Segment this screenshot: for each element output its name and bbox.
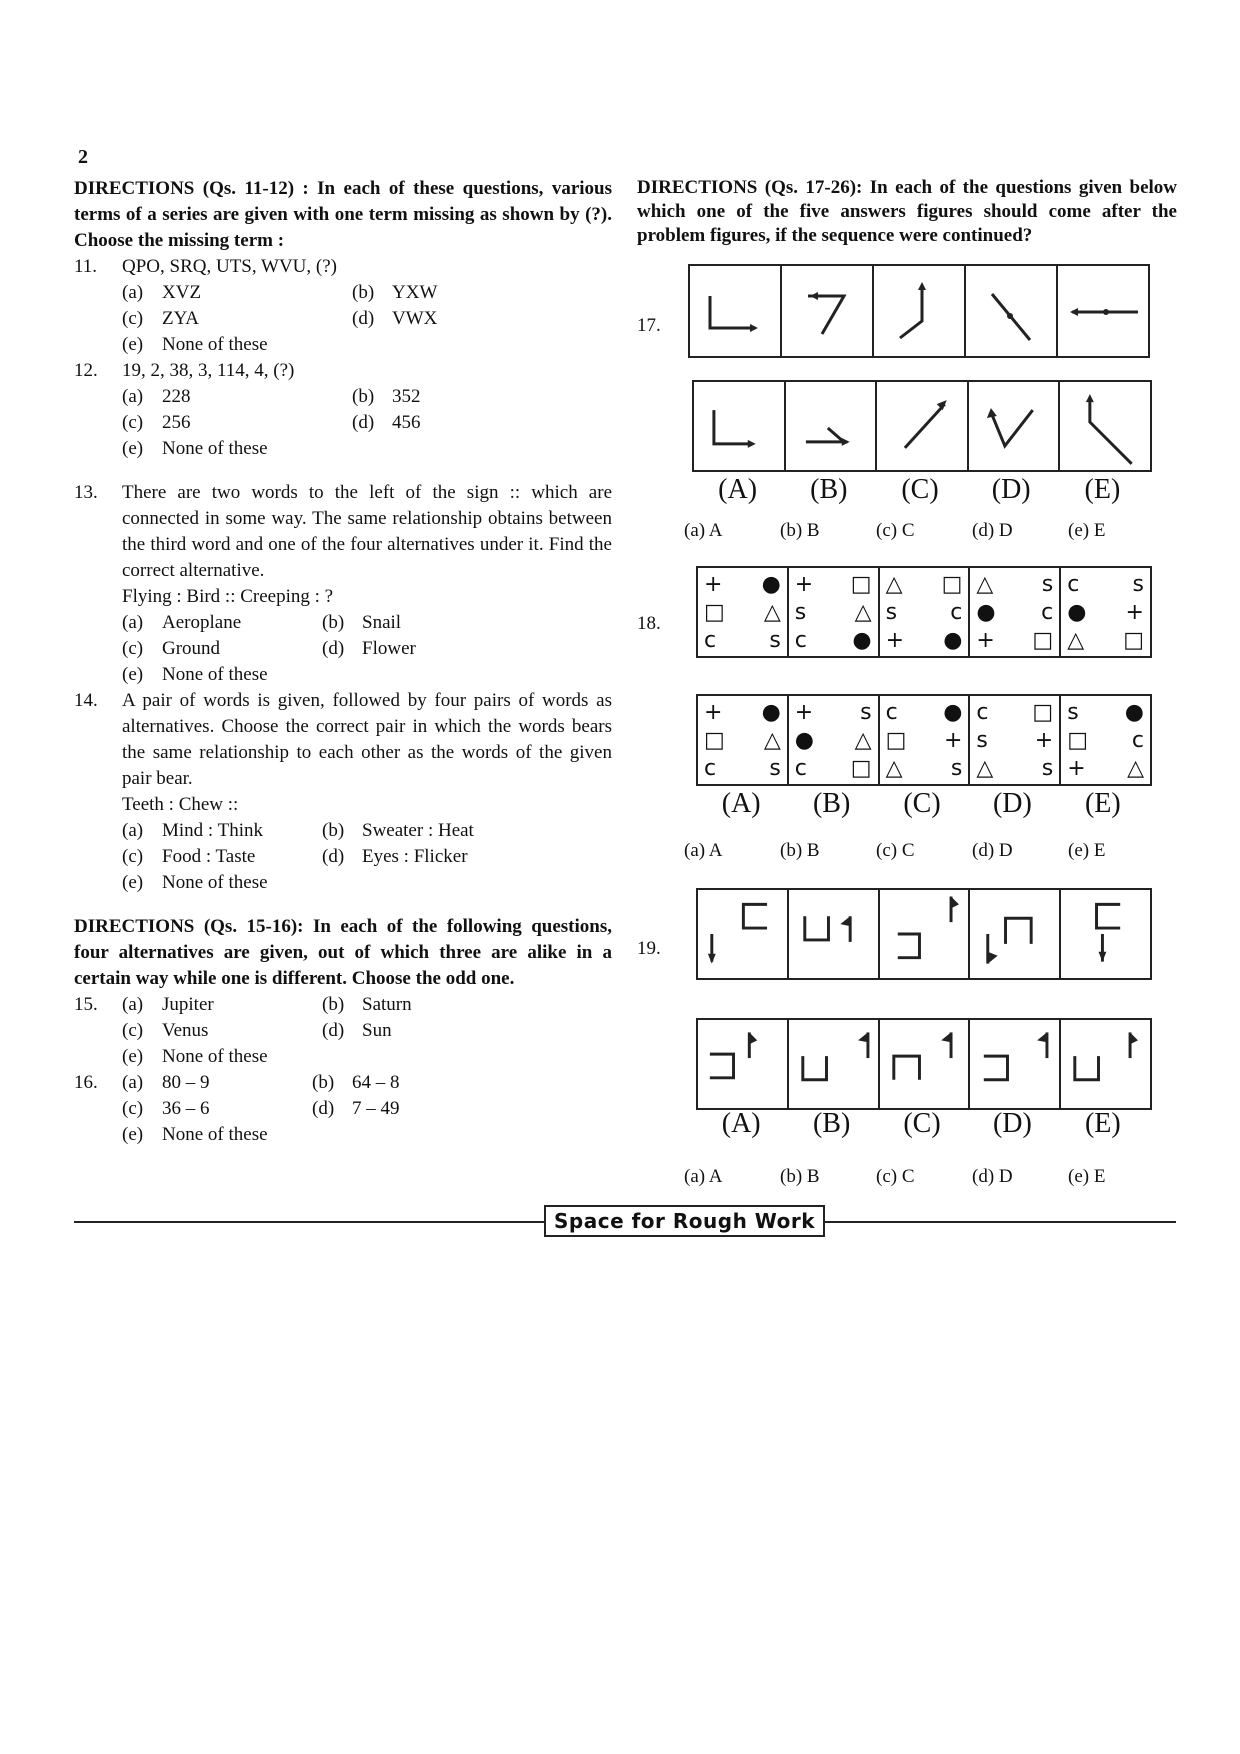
figure-letter-b: (B) (812, 788, 851, 819)
figure-letter-c: (C) (901, 474, 939, 505)
option-e[interactable]: (e) None of these (122, 872, 268, 893)
answer-option-c[interactable]: (c) C (876, 1166, 915, 1187)
figure-letter-b: (B) (812, 1108, 851, 1139)
figure-letter-e: (E) (1084, 788, 1121, 819)
answer-option-b[interactable]: (b) B (780, 520, 820, 541)
question-15 (74, 992, 612, 1070)
answer-option-b[interactable]: (b) B (780, 1166, 820, 1187)
question-number: 11. (74, 256, 98, 277)
figure-letter-a: (A) (721, 788, 761, 819)
q18-answer-c[interactable]: c ● □ + △ s (880, 696, 971, 784)
question-18-number: 18. (637, 613, 661, 634)
question-13-sub: Flying : Bird :: Creeping : ? (122, 586, 334, 607)
q19-answer-d[interactable] (970, 1020, 1061, 1108)
options-14 (74, 818, 612, 896)
figure-letter-a: (A) (718, 474, 758, 505)
answer-option-a[interactable]: (a) A (684, 1166, 723, 1187)
q19-answer-a[interactable] (698, 1020, 789, 1108)
q19-problem-4 (970, 890, 1061, 978)
figure-letter-b: (B) (810, 474, 848, 505)
answer-option-e[interactable]: (e) E (1068, 840, 1106, 861)
question-text: 19, 2, 38, 3, 114, 4, (?) (122, 360, 295, 381)
answer-option-d[interactable]: (d) D (972, 840, 1013, 861)
option-d[interactable]: (d) Flower (322, 638, 416, 659)
q17-answer-b[interactable] (786, 382, 878, 470)
question-14 (74, 688, 612, 792)
q19-problem-5 (1061, 890, 1150, 978)
q18-problem-2: + □ s △ c ● (789, 568, 880, 656)
q19-answer-e[interactable] (1061, 1020, 1150, 1108)
q19-problem-1 (698, 890, 789, 978)
figure-letter-a: (A) (721, 1108, 761, 1139)
q17-answer-d[interactable] (969, 382, 1061, 470)
q17-answer-e[interactable] (1060, 382, 1150, 470)
question-17-number: 17. (637, 315, 661, 336)
q17-answer-figures (692, 380, 1152, 472)
option-d[interactable]: (d) Sun (322, 1020, 392, 1041)
rough-work-divider (74, 1205, 1176, 1239)
question-number: 13. (74, 482, 98, 503)
q18-problem-4: △ s ● c + □ (970, 568, 1061, 656)
q19-answer-b[interactable] (789, 1020, 880, 1108)
question-text: There are two words to the left of the sign :: which are connected in some way. The same relationship obtains between the third word and one of the four alternatives under it. Find the correct alternative. (122, 482, 612, 581)
figure-letter-d: (D) (992, 788, 1032, 819)
question-number: 12. (74, 360, 98, 381)
q17-problem-3 (874, 266, 966, 356)
option-b[interactable]: (b) Sweater : Heat (322, 820, 474, 841)
option-e[interactable]: (e) None of these (122, 1124, 268, 1145)
question-14-sub: Teeth : Chew :: (122, 794, 239, 815)
q17-answer-a[interactable] (694, 382, 786, 470)
q18-answer-b[interactable]: + s ● △ c □ (789, 696, 880, 784)
question-text: A pair of words is given, followed by four pairs of words as alternatives. Choose the correct pair in which the words bears the same relationship to each other as the words of the given pair bear. (122, 690, 612, 789)
option-d[interactable]: (d) Eyes : Flicker (322, 846, 468, 867)
q18-problem-1: + ● □ △ c s (698, 568, 789, 656)
question-19-number: 19. (637, 938, 661, 959)
figure-letter-e: (E) (1084, 474, 1121, 505)
option-d[interactable]: (d) 7 – 49 (312, 1098, 400, 1119)
answer-option-e[interactable]: (e) E (1068, 520, 1106, 541)
directions-15-16: DIRECTIONS (Qs. 15-16): In each of the following questions, four alternatives are given, out of which three are alike in a certain way while one is different. Choose the odd one. (74, 916, 612, 989)
figure-letter-e: (E) (1084, 1108, 1121, 1139)
question-13 (74, 480, 612, 584)
question-16 (74, 1070, 612, 1148)
option-e[interactable]: (e) None of these (122, 664, 268, 685)
q17-problem-1 (690, 266, 782, 356)
answer-option-d[interactable]: (d) D (972, 520, 1013, 541)
answer-option-b[interactable]: (b) B (780, 840, 820, 861)
question-number: 15. (74, 994, 98, 1015)
option-a[interactable]: (a) 228 (122, 386, 191, 407)
q19-answer-figures (696, 1018, 1152, 1110)
option-c[interactable]: (c) ZYA (122, 308, 199, 329)
answer-option-c[interactable]: (c) C (876, 840, 915, 861)
directions-11-12: DIRECTIONS (Qs. 11-12) : In each of these questions, various terms of a series are given with one term missing as shown by (?). Choose the missing term : (74, 178, 612, 251)
option-b[interactable]: (b) Saturn (322, 994, 412, 1015)
q18-answer-options (684, 840, 1164, 862)
figure-letter-c: (C) (903, 788, 941, 819)
q18-problem-3: △ □ s c + ● (880, 568, 971, 656)
option-c[interactable]: (c) Venus (122, 1020, 209, 1041)
question-11 (74, 254, 612, 280)
option-c[interactable]: (c) Food : Taste (122, 846, 256, 867)
option-b[interactable]: (b) 64 – 8 (312, 1072, 400, 1093)
q19-answer-options (684, 1166, 1164, 1188)
answer-option-d[interactable]: (d) D (972, 1166, 1013, 1187)
q18-answer-d[interactable]: c □ s + △ s (970, 696, 1061, 784)
option-a[interactable]: (a) Jupiter (122, 994, 214, 1015)
answer-option-a[interactable]: (a) A (684, 520, 723, 541)
directions-17-26: DIRECTIONS (Qs. 17-26): In each of the questions given below which one of the five answers figures should come after the problem figures, if the sequence were continued? (637, 177, 1177, 246)
q19-figure-letters (696, 1108, 1148, 1140)
answer-option-a[interactable]: (a) A (684, 840, 723, 861)
q17-problem-figures (688, 264, 1150, 358)
q18-answer-a[interactable]: + ● □ △ c s (698, 696, 789, 784)
figure-letter-d: (D) (991, 474, 1031, 505)
q19-problem-figures (696, 888, 1152, 980)
q18-answer-e[interactable]: s ● □ c + △ (1067, 699, 1144, 781)
option-a[interactable]: (a) 80 – 9 (122, 1072, 210, 1093)
q17-answer-options (684, 520, 1164, 542)
q17-problem-5 (1058, 266, 1148, 356)
q18-figure-letters (696, 788, 1148, 820)
option-d[interactable]: (d) VWX (352, 308, 438, 329)
option-a[interactable]: (a) XVZ (122, 282, 202, 303)
left-column (74, 176, 612, 1148)
q19-problem-3 (880, 890, 971, 978)
figure-letter-c: (C) (903, 1108, 941, 1139)
options-13 (74, 610, 612, 688)
q17-problem-2 (782, 266, 874, 356)
options-11 (74, 280, 612, 358)
question-number: 14. (74, 690, 98, 711)
option-c[interactable]: (c) Ground (122, 638, 221, 659)
rough-work-label: Space for Rough Work (544, 1205, 825, 1237)
option-d[interactable]: (d) 456 (352, 412, 421, 433)
option-b[interactable]: (b) 352 (352, 386, 421, 407)
option-a[interactable]: (a) Aeroplane (122, 612, 242, 633)
q19-answer-c[interactable] (880, 1020, 971, 1108)
q17-problem-4 (966, 266, 1058, 356)
options-12 (74, 384, 612, 462)
option-c[interactable]: (c) 256 (122, 412, 191, 433)
answer-option-e[interactable]: (e) E (1068, 1166, 1106, 1187)
option-a[interactable]: (a) Mind : Think (122, 820, 263, 841)
q19-problem-2 (789, 890, 880, 978)
option-e[interactable]: (e) None of these (122, 334, 268, 355)
figure-letter-d: (D) (992, 1108, 1032, 1139)
option-e[interactable]: (e) None of these (122, 438, 268, 459)
answer-option-c[interactable]: (c) C (876, 520, 915, 541)
option-e[interactable]: (e) None of these (122, 1046, 268, 1067)
question-12 (74, 358, 612, 384)
q18-answer-figures (696, 694, 1152, 786)
option-b[interactable]: (b) YXW (352, 282, 438, 303)
question-text: QPO, SRQ, UTS, WVU, (?) (122, 256, 337, 277)
q18-problem-figures (696, 566, 1152, 658)
question-number: 16. (74, 1072, 98, 1093)
q18-problem-5: c s ● + △ □ (1067, 571, 1144, 653)
option-c[interactable]: (c) 36 – 6 (122, 1098, 210, 1119)
option-b[interactable]: (b) Snail (322, 612, 402, 633)
page-number: 2 (78, 146, 88, 168)
q17-figure-letters (692, 474, 1148, 506)
q17-answer-c[interactable] (877, 382, 969, 470)
